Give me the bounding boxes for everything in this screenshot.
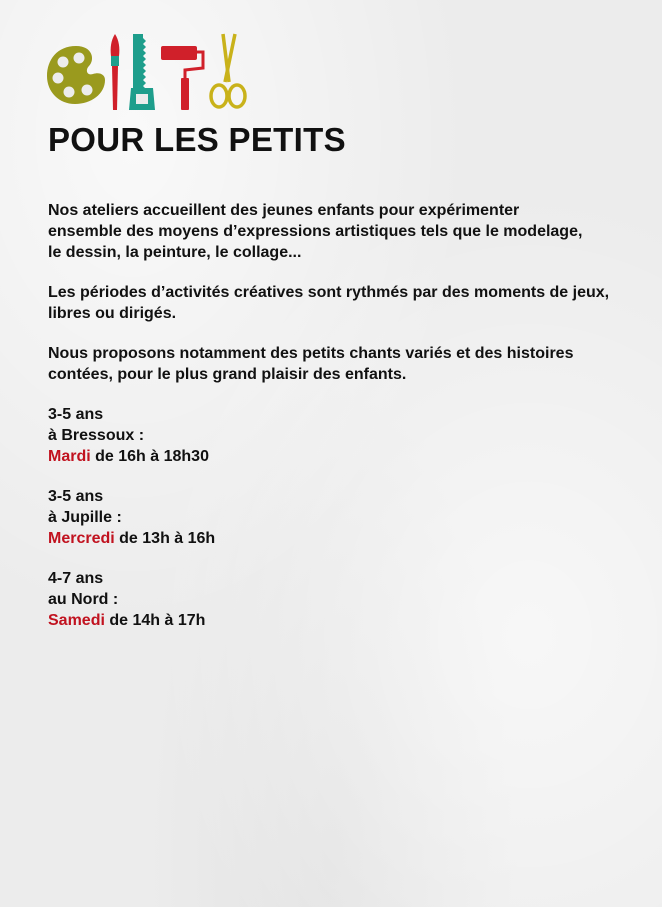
schedule-age: 3-5 ans <box>48 406 104 423</box>
schedule-time <box>48 610 628 631</box>
intro-paragraph <box>48 200 628 263</box>
page-title: POUR LES PETITS <box>48 121 346 158</box>
art-tools-logo <box>45 32 250 112</box>
schedule-time <box>48 446 628 467</box>
songs-paragraph <box>48 343 628 385</box>
activities-paragraph <box>48 282 628 324</box>
schedule-hours: de 16h à 18h30 <box>90 448 209 465</box>
schedule-hours: de 14h à 17h <box>104 612 206 629</box>
text-line: libres ou dirigés. <box>48 305 177 322</box>
schedule-place: au Nord : <box>48 591 119 608</box>
text-line: Les périodes d’activités créatives sont rythmés par des moments de jeux, <box>48 284 610 301</box>
text-line: le dessin, la peinture, le collage... <box>48 244 302 261</box>
schedule-hours: de 13h à 16h <box>114 530 216 547</box>
schedule-place: à Jupille : <box>48 509 122 526</box>
main-content <box>48 200 628 650</box>
text-line: contées, pour le plus grand plaisir des enfants. <box>48 366 407 383</box>
schedule-age: 3-5 ans <box>48 488 104 505</box>
text-line: Nos ateliers accueillent des jeunes enfants pour expérimenter <box>48 202 520 219</box>
schedule-day: Mardi <box>48 448 91 465</box>
schedule-time <box>48 528 628 549</box>
schedule-nord <box>48 568 628 631</box>
text-line: Nous proposons notamment des petits chants variés et des histoires <box>48 345 574 362</box>
schedule-place: à Bressoux : <box>48 427 145 444</box>
schedule-bressoux <box>48 404 628 467</box>
schedule-day: Mercredi <box>48 530 115 547</box>
schedule-jupille <box>48 486 628 549</box>
scissors-icon <box>207 32 247 112</box>
saw-icon <box>127 32 157 112</box>
text-line: ensemble des moyens d’expressions artistiques tels que le modelage, <box>48 223 583 240</box>
schedule-age: 4-7 ans <box>48 570 104 587</box>
palette-icon <box>45 32 107 104</box>
paintbrush-icon <box>107 32 123 112</box>
schedule-day: Samedi <box>48 612 105 629</box>
paint-roller-icon <box>159 32 205 112</box>
